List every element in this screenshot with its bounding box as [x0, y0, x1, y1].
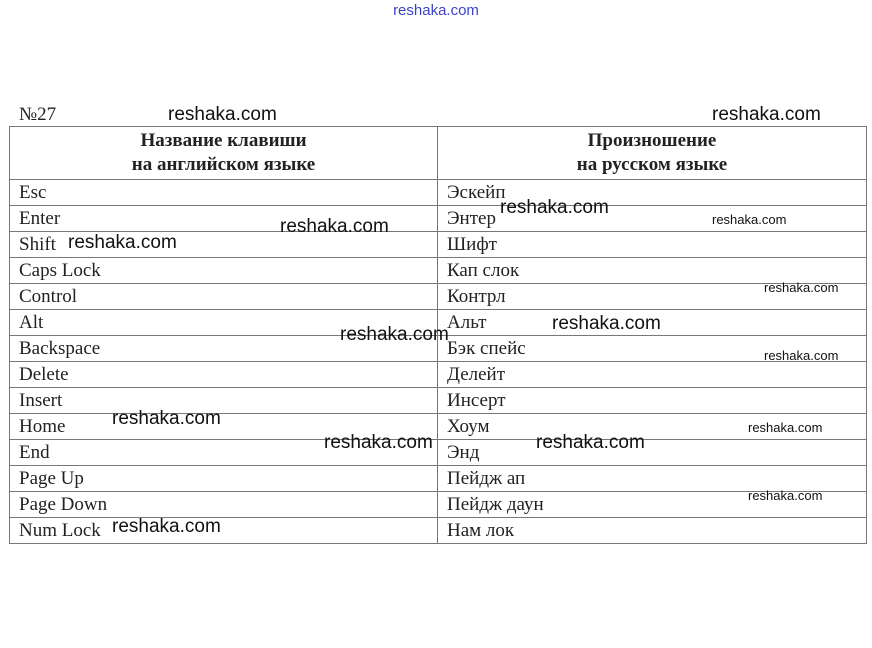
pronunciation-cell: Пейдж ап — [438, 466, 867, 492]
key-name-cell: End — [10, 440, 438, 466]
pronunciation-cell: Эскейп — [438, 180, 867, 206]
pronunciation-cell: Энд — [438, 440, 867, 466]
watermark: reshaka.com — [324, 432, 433, 453]
watermark: reshaka.com — [712, 212, 787, 227]
watermark: reshaka.com — [748, 420, 823, 435]
header-key-name — [10, 127, 438, 180]
watermark: reshaka.com — [552, 313, 661, 334]
watermark: reshaka.com — [68, 232, 177, 253]
key-name-cell: Control — [10, 284, 438, 310]
watermark: reshaka.com — [340, 324, 449, 345]
pronunciation-cell: Шифт — [438, 232, 867, 258]
watermark: reshaka.com — [112, 408, 221, 429]
key-name-cell: Esc — [10, 180, 438, 206]
table-row — [10, 492, 867, 518]
key-name-cell: Page Down — [10, 492, 438, 518]
pronunciation-cell: Нам лок — [438, 518, 867, 544]
table-row — [10, 440, 867, 466]
header-key-name-line2: на английском языке — [131, 154, 316, 175]
site-link[interactable]: reshaka.com — [393, 2, 479, 19]
header-pronunciation-line1: Произношение — [587, 130, 717, 151]
table-row — [10, 258, 867, 284]
watermark: reshaka.com — [168, 104, 277, 125]
table-row — [10, 284, 867, 310]
watermark: reshaka.com — [536, 432, 645, 453]
pronunciation-cell: Бэк спейс — [438, 336, 867, 362]
pronunciation-cell: Альт — [438, 310, 867, 336]
key-name-cell: Page Up — [10, 466, 438, 492]
table-row — [10, 362, 867, 388]
key-name-cell: Shift — [10, 232, 438, 258]
header-pronunciation — [438, 127, 867, 180]
pronunciation-cell: Кап слок — [438, 258, 867, 284]
header-key-name-line1: Название клавиши — [140, 130, 307, 151]
table-row — [10, 466, 867, 492]
key-name-cell: Insert — [10, 388, 438, 414]
pronunciation-cell: Контрл — [438, 284, 867, 310]
task-number: №27 — [19, 104, 57, 125]
key-name-cell: Delete — [10, 362, 438, 388]
pronunciation-cell: Хоум — [438, 414, 867, 440]
pronunciation-cell: Энтер — [438, 206, 867, 232]
header-pronunciation-line2: на русском языке — [576, 154, 728, 175]
watermark: reshaka.com — [712, 104, 821, 125]
key-name-cell: Home — [10, 414, 438, 440]
key-name-cell: Enter — [10, 206, 438, 232]
key-name-cell: Caps Lock — [10, 258, 438, 284]
watermark: reshaka.com — [500, 197, 609, 218]
pronunciation-cell: Инсерт — [438, 388, 867, 414]
watermark: reshaka.com — [764, 348, 839, 363]
key-name-cell: Alt — [10, 310, 438, 336]
table-row — [10, 180, 867, 206]
key-name-cell: Backspace — [10, 336, 438, 362]
watermark: reshaka.com — [748, 488, 823, 503]
pronunciation-cell: Пейдж даун — [438, 492, 867, 518]
watermark: reshaka.com — [764, 280, 839, 295]
table-header-row — [10, 127, 867, 180]
key-name-cell: Num Lock — [10, 518, 438, 544]
watermark: reshaka.com — [280, 216, 389, 237]
pronunciation-cell: Делейт — [438, 362, 867, 388]
watermark: reshaka.com — [112, 516, 221, 537]
